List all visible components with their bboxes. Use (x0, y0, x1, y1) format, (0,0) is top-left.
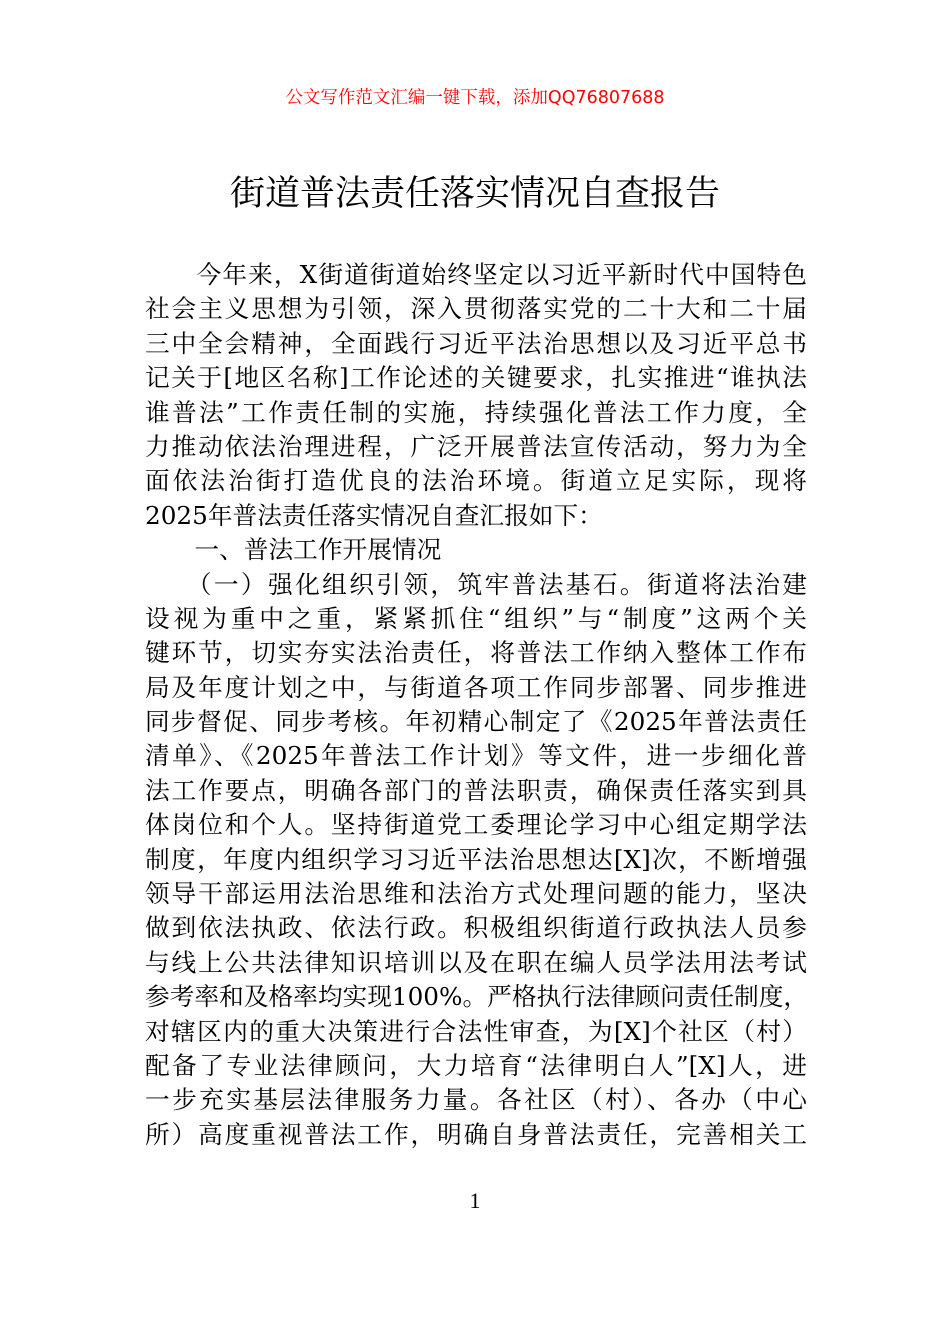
body-line: 谁普法”工作责任制的实施，持续强化普法工作力度，全 (145, 397, 807, 427)
body-line: 设视为重中之重，紧紧抓住“组织”与“制度”这两个关 (145, 603, 807, 633)
body-line: 清单》、《2025年普法工作计划》等文件，进一步细化普 (145, 741, 807, 771)
body-line: 一步充实基层法律服务力量。各社区（村）、各办（中心 (145, 1085, 807, 1115)
body-line: 键环节，切实夯实法治责任，将普法工作纳入整体工作布 (145, 638, 807, 668)
body-line: 对辖区内的重大决策进行合法性审查，为[X]个社区（村） (145, 1016, 807, 1046)
body-line: （一）强化组织引领，筑牢普法基石。街道将法治建 (145, 569, 807, 599)
body-line: 力推动依法治理进程，广泛开展普法宣传活动，努力为全 (145, 431, 807, 461)
body-line: 制度，年度内组织学习习近平法治思想达[X]次，不断增强 (145, 844, 807, 874)
body-line: 参考率和及格率均实现100%。严格执行法律顾问责任制度， (145, 982, 809, 1012)
page-number: 1 (469, 1188, 481, 1213)
body-line: 配备了专业法律顾问，大力培育“法律明白人”[X]人，进 (145, 1050, 807, 1080)
body-line: 体岗位和个人。坚持街道党工委理论学习中心组定期学法 (145, 810, 807, 840)
body-line: 今年来，X街道街道始终坚定以习近平新时代中国特色 (145, 260, 807, 289)
body-line: 记关于[地区名称]工作论述的关键要求，扎实推进“谁执法 (145, 363, 807, 393)
body-line: 领导干部运用法治思维和法治方式处理问题的能力，坚决 (145, 879, 807, 909)
report-body (145, 258, 807, 1152)
body-line: 面依法治街打造优良的法治环境。街道立足实际，现将 (145, 466, 807, 496)
body-line: 社会主义思想为引领，深入贯彻落实党的二十大和二十届 (145, 294, 807, 324)
body-line: 与线上公共法律知识培训以及在职在编人员学法用法考试 (145, 947, 807, 977)
body-line: 法工作要点，明确各部门的普法职责，确保责任落实到具 (145, 775, 807, 805)
page-title: 街道普法责任落实情况自查报告 (229, 174, 720, 214)
section-heading: 一、普法工作开展情况 (145, 535, 442, 565)
body-line: 做到依法执政、依法行政。积极组织街道行政执法人员参 (145, 913, 807, 943)
body-line: 局及年度计划之中，与街道各项工作同步部署、同步推进 (145, 672, 807, 702)
body-line: 同步督促、同步考核。年初精心制定了《2025年普法责任 (145, 707, 807, 737)
body-line: 三中全会精神，全面践行习近平法治思想以及习近平总书 (145, 328, 807, 358)
body-line: 2025年普法责任落实情况自查汇报如下： (145, 500, 603, 530)
body-line: 所）高度重视普法工作，明确自身普法责任，完善相关工 (145, 1119, 807, 1149)
download-promo-note: 公文写作范文汇编一键下载，添加QQ76807688 (285, 88, 665, 108)
